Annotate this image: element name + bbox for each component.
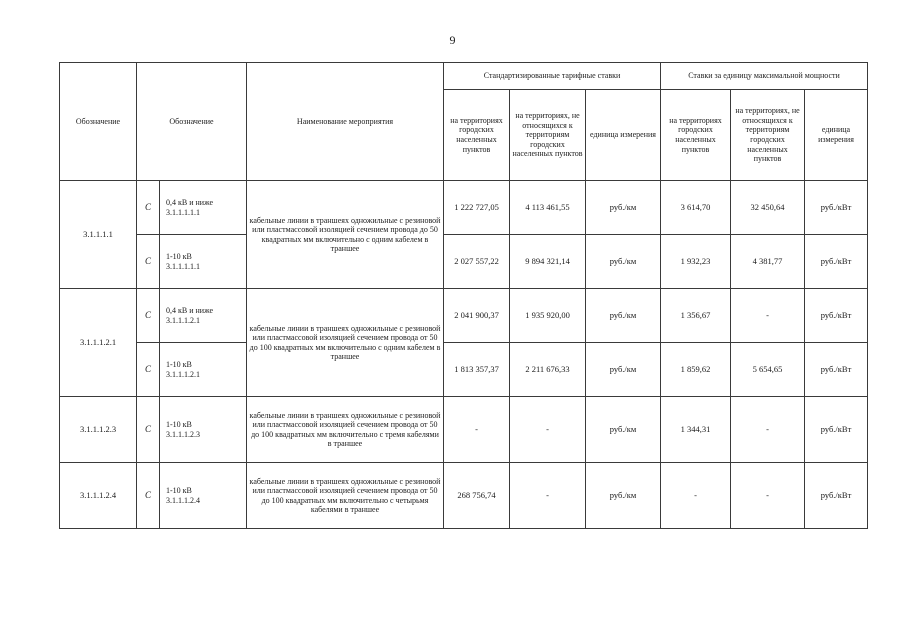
row-voltage: 0,4 кВ и ниже 3.1.1.1.1.1 <box>160 181 247 235</box>
row-measure-name: кабельные линии в траншеях одножильные с резиновой или пластмассовой изоляцией сечением провода от 50 до 100 квадратных мм включительно с тремя кабелями в траншее <box>247 397 444 463</box>
cell-pow-unit: руб./кВт <box>805 463 868 529</box>
header-std-non-urban: на территориях, не относящихся к территориям городских населенных пунктов <box>510 90 586 181</box>
row-voltage: 1-10 кВ 3.1.1.1.2.3 <box>160 397 247 463</box>
header-standard-rates: Стандартизированные тарифные ставки <box>444 63 661 90</box>
row-letter: С <box>137 463 160 529</box>
row-code: 3.1.1.1.2.3 <box>60 397 137 463</box>
cell-pow-urban: 1 859,62 <box>661 343 731 397</box>
table-row <box>60 463 868 529</box>
cell-std-unit: руб./км <box>586 343 661 397</box>
cell-std-urban: 2 027 557,22 <box>444 235 510 289</box>
table-row <box>60 343 868 397</box>
header-pow-non-urban: на территориях, не относящихся к территориям городских населенных пунктов <box>731 90 805 181</box>
cell-pow-urban: 1 344,31 <box>661 397 731 463</box>
cell-std-urban: 2 041 900,37 <box>444 289 510 343</box>
row-letter: С <box>137 235 160 289</box>
cell-std-non-urban: - <box>510 397 586 463</box>
cell-pow-non-urban: - <box>731 397 805 463</box>
cell-std-urban: 1 813 357,37 <box>444 343 510 397</box>
tariff-table <box>59 62 868 529</box>
header-measure-name: Наименование мероприятия <box>247 63 444 181</box>
row-letter: С <box>137 397 160 463</box>
table-row <box>60 181 868 235</box>
header-pow-urban: на территориях городских населенных пунктов <box>661 90 731 181</box>
row-voltage: 1-10 кВ 3.1.1.1.2.4 <box>160 463 247 529</box>
cell-std-non-urban: 1 935 920,00 <box>510 289 586 343</box>
header-power-rates: Ставки за единицу максимальной мощности <box>661 63 868 90</box>
header-pow-unit: единица измерения <box>805 90 868 181</box>
header-std-urban: на территориях городских населенных пунктов <box>444 90 510 181</box>
cell-std-unit: руб./км <box>586 181 661 235</box>
row-code: 3.1.1.1.1 <box>60 181 137 289</box>
cell-pow-unit: руб./кВт <box>805 289 868 343</box>
row-code: 3.1.1.1.2.1 <box>60 289 137 397</box>
row-letter: С <box>137 343 160 397</box>
table-row <box>60 235 868 289</box>
cell-std-urban: 1 222 727,05 <box>444 181 510 235</box>
header-designation-1: Обозначение <box>60 63 137 181</box>
row-voltage: 1-10 кВ 3.1.1.1.2.1 <box>160 343 247 397</box>
row-voltage: 1-10 кВ 3.1.1.1.1.1 <box>160 235 247 289</box>
cell-std-non-urban: 4 113 461,55 <box>510 181 586 235</box>
cell-std-unit: руб./км <box>586 463 661 529</box>
cell-std-urban: 268 756,74 <box>444 463 510 529</box>
table-row <box>60 397 868 463</box>
header-std-unit: единица измерения <box>586 90 661 181</box>
row-code: 3.1.1.1.2.4 <box>60 463 137 529</box>
row-voltage: 0,4 кВ и ниже 3.1.1.1.2.1 <box>160 289 247 343</box>
cell-pow-urban: 3 614,70 <box>661 181 731 235</box>
cell-pow-unit: руб./кВт <box>805 235 868 289</box>
cell-std-unit: руб./км <box>586 397 661 463</box>
cell-pow-unit: руб./кВт <box>805 181 868 235</box>
cell-pow-urban: - <box>661 463 731 529</box>
table-row <box>60 289 868 343</box>
cell-pow-non-urban: - <box>731 463 805 529</box>
page-number: 9 <box>449 33 456 47</box>
cell-pow-non-urban: - <box>731 289 805 343</box>
header-designation-2: Обозначение <box>137 63 247 181</box>
cell-pow-urban: 1 356,67 <box>661 289 731 343</box>
row-measure-name: кабельные линии в траншеях одножильные с резиновой или пластмассовой изоляцией сечением провода от 50 до 100 квадратных мм включительно с одним кабелем в траншее <box>247 289 444 397</box>
row-measure-name: кабельные линии в траншеях одножильные с резиновой или пластмассовой изоляцией сечением провода до 50 квадратных мм включительно с одним кабелем в траншее <box>247 181 444 289</box>
row-letter: С <box>137 289 160 343</box>
cell-std-urban: - <box>444 397 510 463</box>
cell-pow-urban: 1 932,23 <box>661 235 731 289</box>
cell-pow-non-urban: 32 450,64 <box>731 181 805 235</box>
cell-pow-non-urban: 4 381,77 <box>731 235 805 289</box>
cell-pow-unit: руб./кВт <box>805 397 868 463</box>
row-measure-name: кабельные линии в траншеях одножильные с резиновой или пластмассовой изоляцией сечением провода от 50 до 100 квадратных мм включительно с четырьмя кабелями в траншее <box>247 463 444 529</box>
cell-pow-non-urban: 5 654,65 <box>731 343 805 397</box>
row-letter: С <box>137 181 160 235</box>
cell-std-non-urban: 2 211 676,33 <box>510 343 586 397</box>
cell-pow-unit: руб./кВт <box>805 343 868 397</box>
cell-std-non-urban: - <box>510 463 586 529</box>
cell-std-non-urban: 9 894 321,14 <box>510 235 586 289</box>
cell-std-unit: руб./км <box>586 235 661 289</box>
cell-std-unit: руб./км <box>586 289 661 343</box>
